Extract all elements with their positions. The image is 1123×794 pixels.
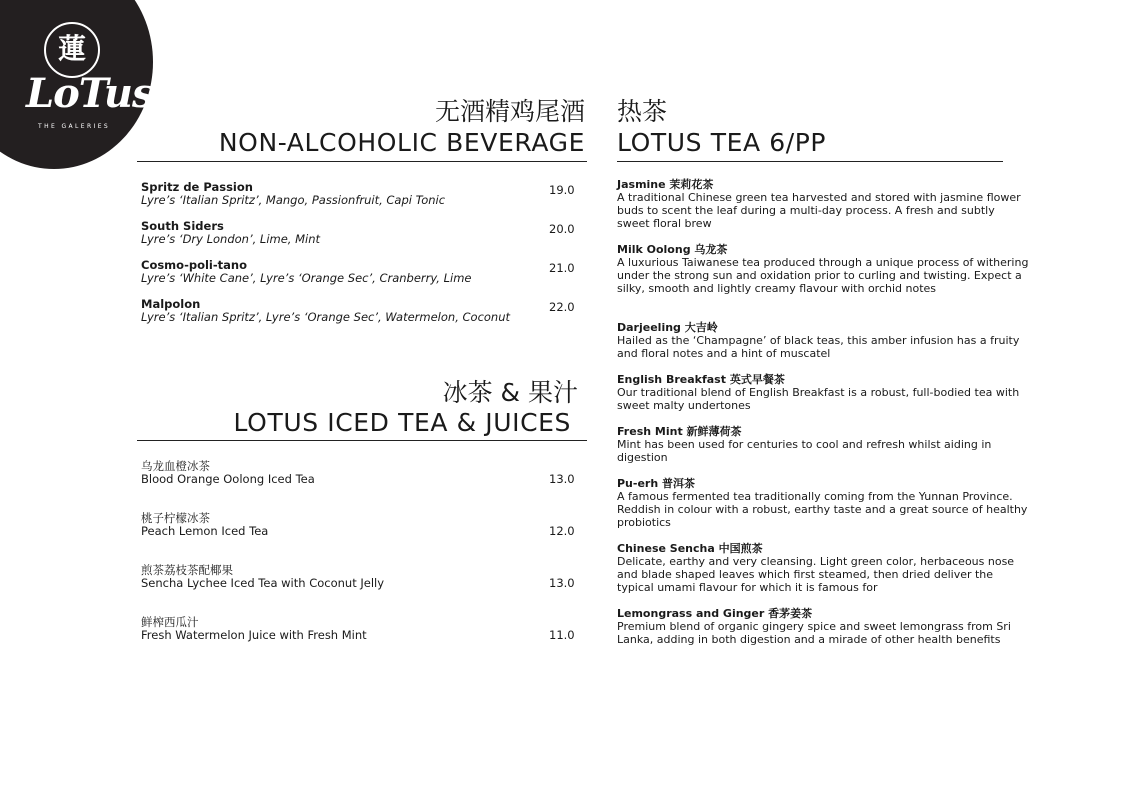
non-alcoholic-title-cn: 无酒精鸡尾酒: [434, 97, 585, 126]
juice-name-cn: 桃子柠檬冰茶: [141, 511, 210, 525]
drink-name: Cosmo-poli-tano: [141, 258, 247, 272]
section-divider: [137, 440, 587, 441]
juice-name-cn: 乌龙血橙冰茶: [141, 459, 210, 473]
juice-price: 13.0: [549, 472, 575, 486]
non-alcoholic-title-en: NON-ALCOHOLIC BEVERAGE: [218, 128, 585, 157]
juice-price: 11.0: [549, 628, 575, 642]
drink-name: South Siders: [141, 219, 224, 233]
tea-description: Our traditional blend of English Breakfast is a robust, full-bodied tea with sweet malty undertones: [617, 386, 1020, 412]
tea-name: Jasmine 茉莉花茶: [617, 178, 714, 191]
drink-name: Malpolon: [141, 297, 201, 311]
tea-name: Darjeeling 大吉岭: [617, 321, 718, 334]
tea-item: [617, 425, 1029, 464]
hot-tea-title-en: LOTUS TEA 6/PP: [617, 128, 827, 157]
iced-tea-title-cn: 冰茶 & 果汁: [442, 378, 578, 407]
tea-description: A famous fermented tea traditionally coming from the Yunnan Province. Reddish in colour with a robust, earthy taste and a great source of healthy probiotics: [617, 490, 1028, 529]
section-divider: [617, 161, 1003, 162]
hot-tea-title-cn: 热茶: [617, 97, 668, 126]
juice-name-en: Sencha Lychee Iced Tea with Coconut Jelly: [141, 576, 385, 590]
tea-item: [617, 373, 1029, 412]
tea-description: A luxurious Taiwanese tea produced through a unique process of withering under the strong sun and oxidation prior to curling and twisting. Expect a silky, smooth and lightly creamy flavour with orchid notes: [617, 256, 1029, 295]
drink-description: Lyre’s ‘White Cane’, Lyre’s ‘Orange Sec’, Cranberry, Lime: [141, 271, 472, 285]
tea-description: Premium blend of organic gingery spice and sweet lemongrass from Sri Lanka, adding in both digestion and a mirade of other health benefits: [617, 620, 1011, 646]
tea-name: Fresh Mint 新鲜薄荷茶: [617, 425, 742, 438]
juice-name-en: Blood Orange Oolong Iced Tea: [141, 472, 315, 486]
tea-description: Hailed as the ‘Champagne’ of black teas, this amber infusion has a fruity and floral notes and a hint of muscatel: [617, 334, 1020, 360]
tea-item: [617, 607, 1029, 646]
tea-item: [617, 321, 1029, 360]
tea-description: Delicate, earthy and very cleansing. Light green color, herbaceous nose and blade shaped leaves which first steamed, then dried deliver the typical umami flavour for which it is famous for: [617, 555, 1015, 594]
tea-item: [617, 542, 1029, 594]
tea-name: Milk Oolong 乌龙茶: [617, 243, 728, 256]
tea-item: [617, 477, 1029, 529]
juice-name-en: Fresh Watermelon Juice with Fresh Mint: [141, 628, 367, 642]
juice-name-cn: 煎茶荔枝茶配椰果: [141, 563, 233, 577]
juice-name-cn: 鲜榨西瓜汁: [141, 615, 199, 629]
drink-description: Lyre’s ‘Dry London’, Lime, Mint: [141, 232, 321, 246]
drink-price: 22.0: [549, 300, 575, 314]
juice-name-en: Peach Lemon Iced Tea: [141, 524, 269, 538]
logo-subtitle: THE GALERIES: [38, 123, 111, 130]
tea-item: [617, 243, 1029, 295]
tea-description: Mint has been used for centuries to cool and refresh whilst aiding in digestion: [617, 438, 992, 464]
drink-description: Lyre’s ‘Italian Spritz’, Mango, Passionfruit, Capi Tonic: [141, 193, 446, 207]
tea-name: English Breakfast 英式早餐茶: [617, 373, 785, 386]
juice-price: 12.0: [549, 524, 575, 538]
tea-description: A traditional Chinese green tea harvested and stored with jasmine flower buds to scent the leaf during a multi-day process. A fresh and subtly sweet floral brew: [617, 191, 1021, 230]
tea-name: Lemongrass and Ginger 香茅姜茶: [617, 607, 813, 620]
drink-price: 20.0: [549, 222, 575, 236]
drink-description: Lyre’s ‘Italian Spritz’, Lyre’s ‘Orange Sec’, Watermelon, Coconut: [141, 310, 511, 324]
drink-name: Spritz de Passion: [141, 180, 253, 194]
lotus-logo-wordmark: LoTus: [26, 70, 154, 117]
iced-tea-title-en: LOTUS ICED TEA & JUICES: [233, 408, 571, 437]
drink-price: 19.0: [549, 183, 575, 197]
juice-price: 13.0: [549, 576, 575, 590]
section-divider: [137, 161, 587, 162]
tea-item: [617, 178, 1029, 230]
tea-name: Pu-erh 普洱茶: [617, 477, 696, 490]
tea-name: Chinese Sencha 中国煎茶: [617, 542, 763, 555]
drink-price: 21.0: [549, 261, 575, 275]
lotus-logo-glyph: 蓮: [44, 22, 100, 78]
